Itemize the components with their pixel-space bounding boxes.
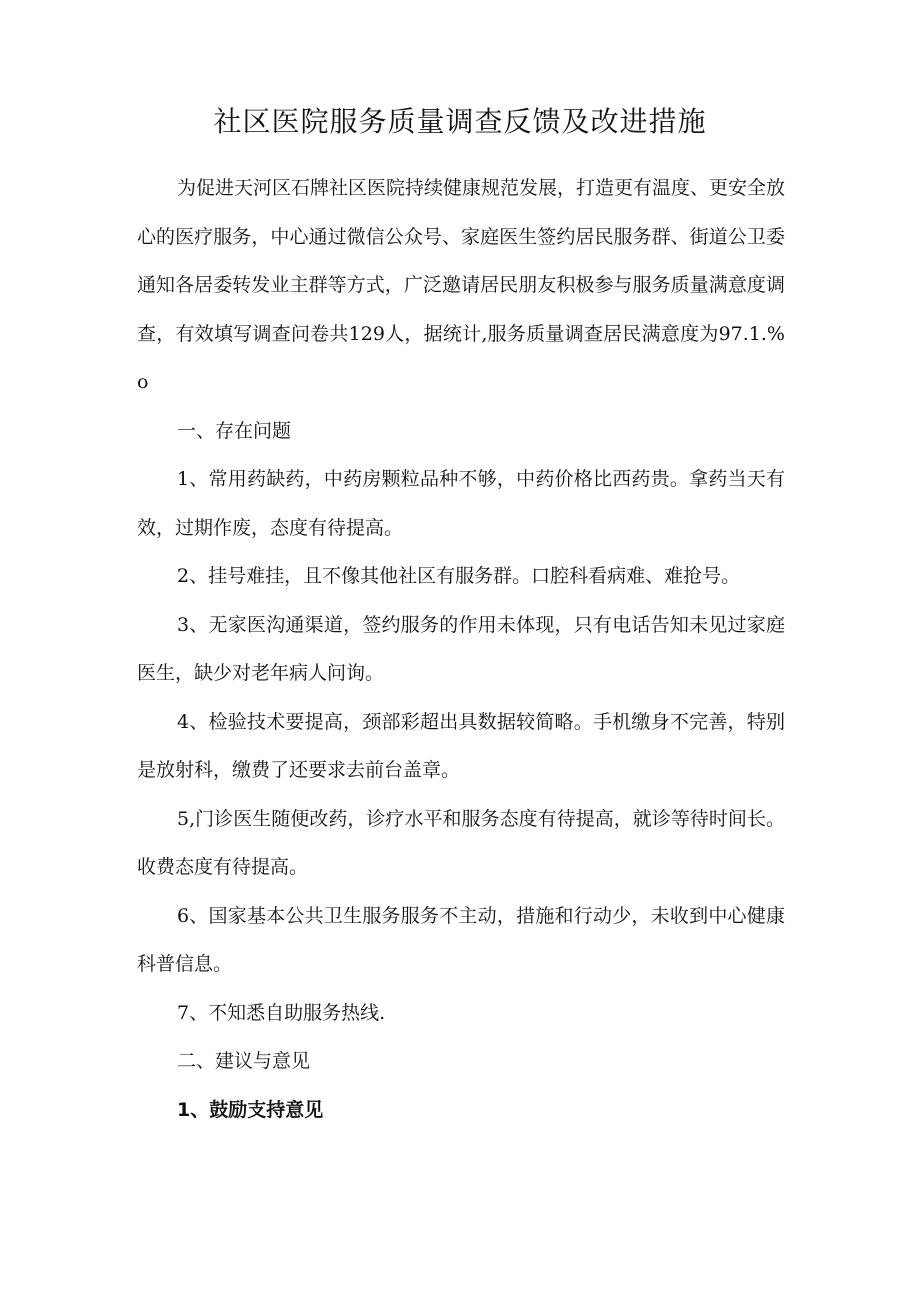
document-title: 社区医院服务质量调查反馈及改进措施 [213, 105, 707, 138]
intro-paragraph: 为促进天河区石牌社区医院持续健康规范发展，打造更有温度、更安全放心的医疗服务，中心通过微信公众号、家庭医生签约居民服务群、街道公卫委通知各居委转发业主群等方式，广泛邀请居民朋友积极参与服务质量满意度调查，有效填写调查问卷共129人，据统计,服务质量调查居民满意度为97.1.%o [137, 177, 786, 393]
section-heading-suggestions: 二、建议与意见 [177, 1050, 311, 1072]
section-heading-problems: 一、存在问题 [177, 419, 292, 442]
issue-item-2: 2、挂号难挂，且不像其他社区有服务群。口腔科看病难、难抢号。 [177, 565, 741, 587]
issue-item-3: 3、无家医沟通渠道，签约服务的作用未体现，只有电话告知未见过家庭医生，缺少对老年病人问询。 [137, 613, 785, 684]
document-body [137, 164, 785, 1134]
issue-item-5: 5,门诊医生随便改药，诊疗水平和服务态度有待提高，就诊等待时间长。收费态度有待提高。 [137, 807, 785, 878]
issue-item-7: 7、不知悉自助服务热线. [177, 1001, 386, 1024]
issue-item-4: 4、检验技术要提高，颈部彩超出具数据较简略。手机缴身不完善，特别是放射科，缴费了还要求去前台盖章。 [137, 710, 785, 781]
subsection-heading-support: 1、鼓励支持意见 [177, 1098, 324, 1121]
issue-item-1: 1、常用药缺药，中药房颗粒品种不够，中药价格比西药贵。拿药当天有效，过期作废，态度有待提高。 [137, 468, 785, 539]
issue-item-6: 6、国家基本公共卫生服务服务不主动，措施和行动少，未收到中心健康科普信息。 [137, 904, 785, 975]
